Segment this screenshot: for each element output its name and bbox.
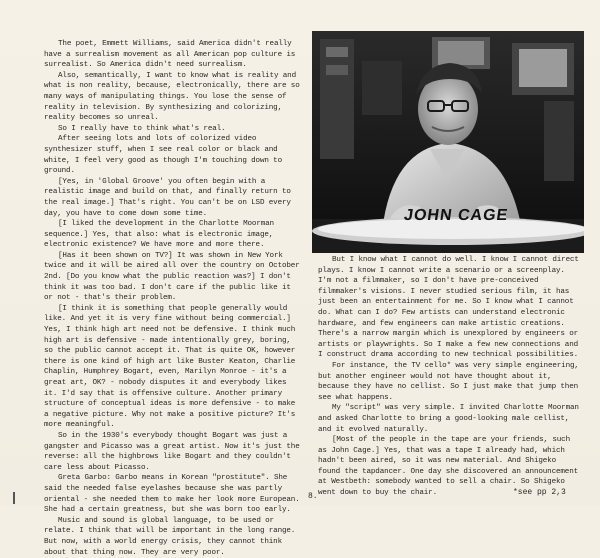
paragraph: [I think it is something that people generally would like. And yet it is very fine without being commercial.] Yes, I think high art need not be defensive. I think much high art is defensive - made intentionally grey, boring, so the public cannot accept it. That is quite OK, however there is one kind of high art like Buster Keaton, Charlie Chaplin, Humphrey Bogart, even, Marilyn Monroe - it's a great art, OK? - nobody disputes it and everybody likes it. I'd say that is offensive culture. Another primary structure of conceptual ideas is more defensive - to make a negative picture. Why not make a positive picture? It's more meaningful. [44,304,296,430]
paragraph: But I know what I cannot do well. I know I cannot direct plays. I know I cannot write a scenario or a screenplay. I'm not a filmmaker, so I don't have pre-conceived filmmaker's visions. I never studied serious film, it has just been an entertainment for me. So I know what I cannot do. What can I do? Few artists can understand electronic hardware, and few engineers can make artistic creations. There's a narrow margin which is unexplored by engineers or artists or playwrights. So I make a few new connections and I construct drama according to new technical possibilities. [318,256,579,360]
paragraph: Also, semantically, I want to know what is reality and what is non reality, because, electronically, there are so many ways of manipulating things. You lose the sense of reality in television. By synthesizing and colorizing, reality becomes so unreal. [44,71,300,123]
paragraph: Music and sound is global language, to be used or relate. I think that will be important in the long range. But now, with a world energy crisis, they cannot think about that thing now. They are very poor. [44,516,296,557]
paragraph: So in the 1930's everybody thought Bogart was just a gangster and Picasso was a great artist. Now it's just the reverse: all the highbrows like Bogart and they couldn't care less about Picasso. [44,431,300,472]
john-cage-sign: JOHN CAGE [402,207,510,224]
paragraph: So I really have to think what's real. [58,124,226,133]
paragraph: [Most of the people in the tape are your friends, such as John Cage.] Yes, that was a tape I already had, which hadn't been aired, so it was new material. And Shigeko found the tapdancer. One day she discovered an announcement at Westbeth: somebody wanted to sell a chair. So Shigeko went down to buy the chair. [318,436,579,498]
paragraph: [Has it been shown on TV?] It was shown in New York twice and it will be aired all over the country on October 2nd. [Do you know what the public reaction was?] I don't think it was too bad. I don't care if the public like it or not - that's their problem. [44,251,300,303]
paragraph: The poet, Emmett Williams, said America didn't really have a surrealism movement as all American pop culture is surrealist. So America didn't need surrealism. [44,40,296,70]
paragraph: [I liked the development in the Charlotte Moorman sequence.] Yes, that also: what is electronic image, electronic existence? We have more and more there. [44,220,274,250]
left-text-column [44,39,302,558]
paragraph: My "script" was very simple. I invited Charlotte Moorman and asked Charlotte to bring a good-looking male cellist, and it evolved naturally. [318,404,579,434]
paragraph: After seeing lots and lots of colorized video synthesizer stuff, when I see real color or black and white, I feel very good as though I'm touching down to ground. [44,135,282,176]
right-text-column [318,255,582,499]
paragraph: [Yes, in 'Global Groove' you often begin with a realistic image and build on that, and finally return to the real image.] That's right. You can't be on LSD every day, you have to come down some time. [44,177,291,218]
john-cage-photo [312,31,584,253]
page-number: 8. [308,492,318,501]
footnote: *see pp 2,3 [513,488,566,497]
margin-mark [13,492,15,504]
paragraph: For instance, the TV cello* was very simple engineering, but another engineer would not have thought about it, because they have no cellist. So I just make that jump then see what happens. [318,361,579,402]
paragraph: Greta Garbo: Garbo means in Korean "prostitute". She said the needed false eyelashes because she was partly oriental - she needed them to make her look more European. She had a certain greatness, but she was born too early. [44,474,300,515]
